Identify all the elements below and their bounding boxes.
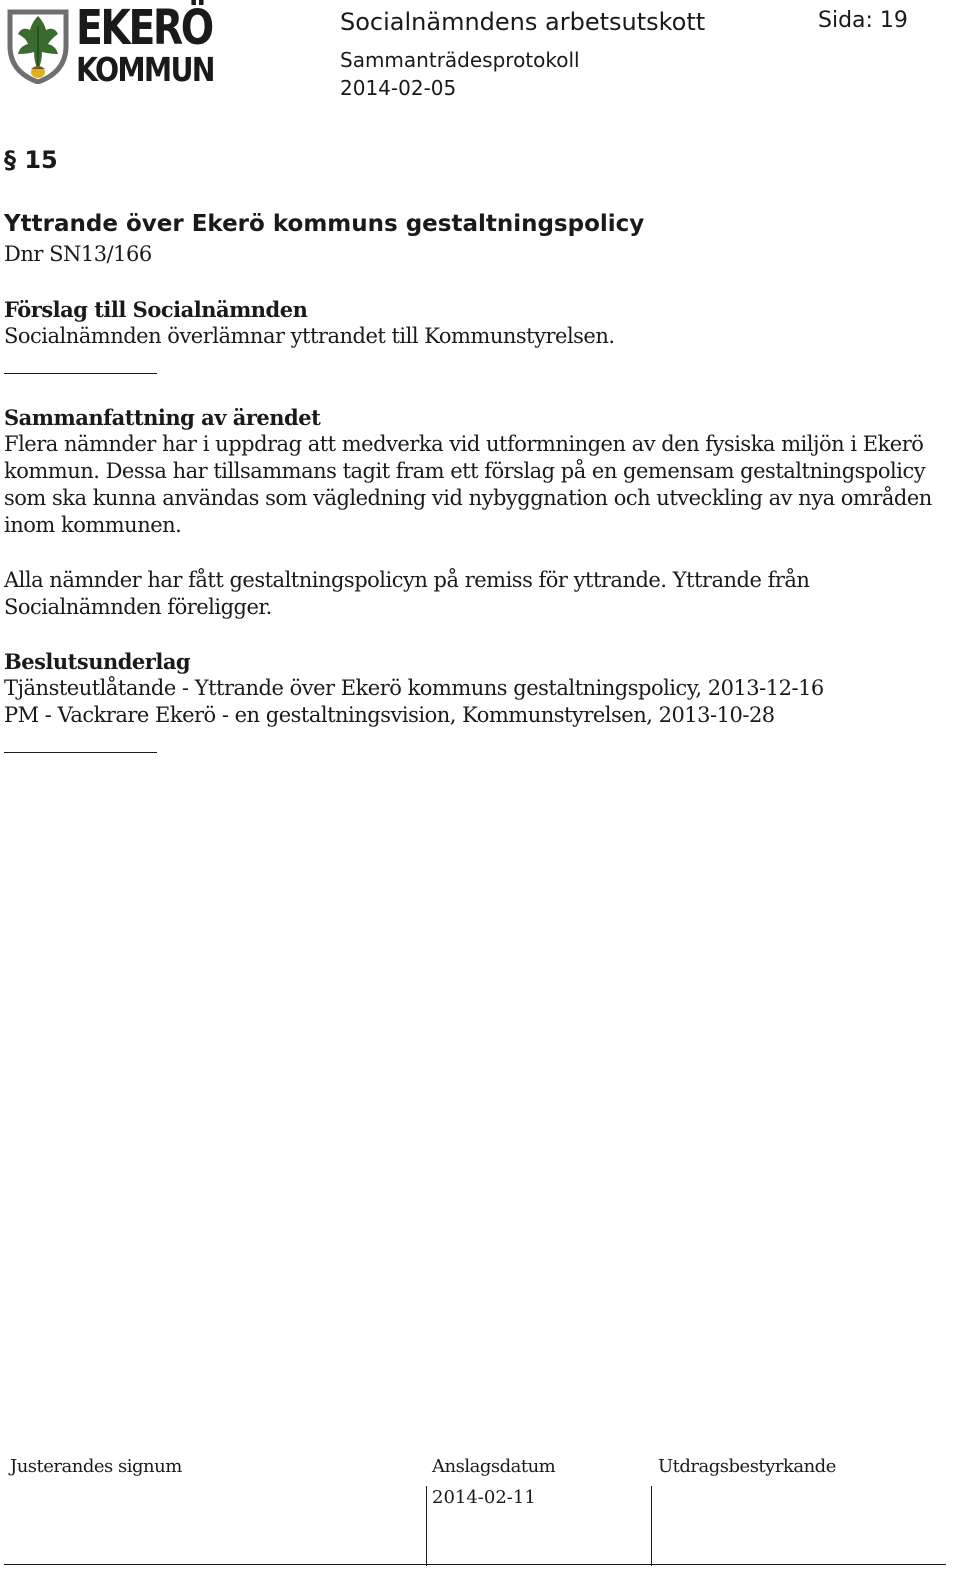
header-subtitle: Sammanträdesprotokoll <box>340 48 580 72</box>
logo-text-kommun: KOMMUN <box>76 50 214 89</box>
meeting-date: 2014-02-05 <box>340 76 457 100</box>
summary-line: Alla nämnder har fått gestaltningspolicyn på remiss för yttrande. Yttrande från <box>4 568 810 592</box>
footer-baseline <box>4 1564 946 1565</box>
signature-label: Justerandes signum <box>10 1456 182 1477</box>
divider <box>4 373 157 374</box>
summary-line: Flera nämnder har i uppdrag att medverka vid utformningen av den fysiska miljön i Ekerö <box>4 432 924 456</box>
basis-heading: Beslutsunderlag <box>4 649 191 674</box>
header-title: Socialnämndens arbetsutskott <box>340 8 706 36</box>
paragraph-number: § 15 <box>4 146 58 174</box>
proposal-heading: Förslag till Socialnämnden <box>4 297 308 322</box>
logo-text-ekero: EKERÖ <box>76 0 212 56</box>
proposal-text: Socialnämnden överlämnar yttrandet till Kommunstyrelsen. <box>4 324 615 348</box>
page-title: Yttrande över Ekerö kommuns gestaltningspolicy <box>4 211 645 237</box>
summary-line: inom kommunen. <box>4 513 182 537</box>
summary-line: Socialnämnden föreligger. <box>4 595 272 619</box>
summary-line: som ska kunna användas som vägledning vid nybyggnation och utveckling av nya områden <box>4 486 932 510</box>
diary-number: Dnr SN13/166 <box>4 242 152 266</box>
basis-item: Tjänsteutlåtande - Yttrande över Ekerö kommuns gestaltningspolicy, 2013-12-16 <box>4 676 824 700</box>
footer-divider <box>426 1486 427 1566</box>
posting-date: 2014-02-11 <box>432 1487 536 1508</box>
ekero-kommun-logo <box>6 0 221 89</box>
summary-line: kommun. Dessa har tillsammans tagit fram ett förslag på en gemensam gestaltningspolicy <box>4 459 926 483</box>
footer-divider <box>651 1486 652 1566</box>
summary-heading: Sammanfattning av ärendet <box>4 405 321 430</box>
oak-leaf-icon <box>6 6 70 84</box>
extract-label: Utdragsbestyrkande <box>658 1456 836 1477</box>
basis-item: PM - Vackrare Ekerö - en gestaltningsvision, Kommunstyrelsen, 2013-10-28 <box>4 703 775 727</box>
posting-date-label: Anslagsdatum <box>432 1456 556 1477</box>
divider <box>4 752 157 753</box>
page-number: Sida: 19 <box>818 8 908 33</box>
